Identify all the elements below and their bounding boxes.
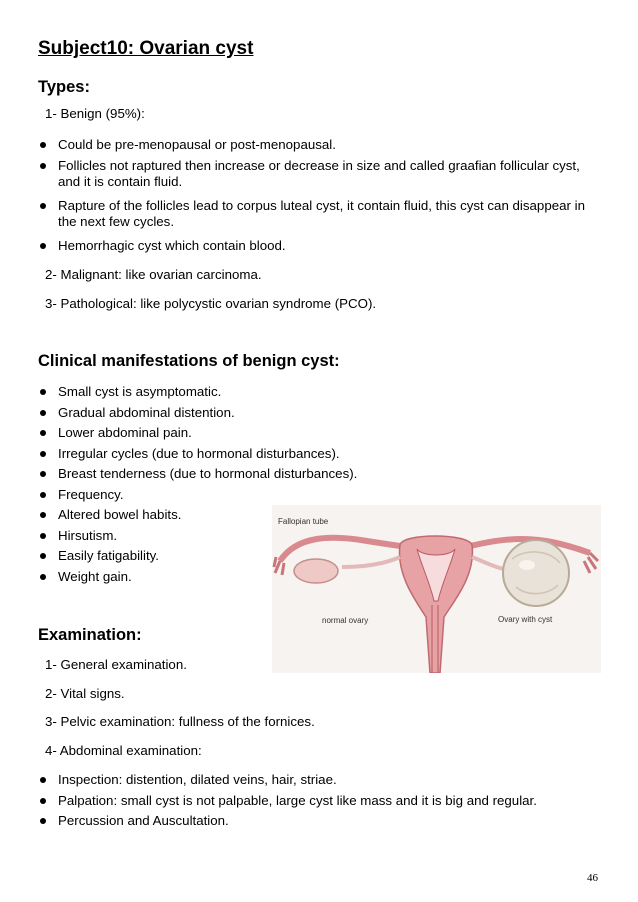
list-item: Palpation: small cyst is not palpable, large cyst like mass and it is big and regular. (40, 793, 600, 809)
list-item: Gradual abdominal distention. (40, 405, 600, 421)
bullet-icon (40, 389, 46, 395)
list-item: Altered bowel habits. (40, 507, 260, 523)
page-number: 46 (587, 872, 598, 884)
pathological-label: 3- Pathological: like polycystic ovarian syndrome (PCO). (45, 296, 377, 311)
list-item: Hirsutism. (40, 528, 260, 544)
exam-item: 1- General examination. (45, 657, 187, 672)
bullet-icon (40, 163, 46, 169)
bullet-icon (40, 451, 46, 457)
fallopian-tube-label: Fallopian tube (278, 517, 329, 526)
list-item: Rapture of the follicles lead to corpus luteal cyst, it contain fluid, this cyst can disappear in the next few cycles. (40, 198, 600, 232)
bullet-icon (40, 203, 46, 209)
bullet-icon (40, 410, 46, 416)
bullet-icon (40, 553, 46, 559)
bullet-icon (40, 492, 46, 498)
bullet-icon (40, 142, 46, 148)
types-heading: Types: (38, 78, 90, 96)
exam-item: 4- Abdominal examination: (45, 743, 202, 758)
bullet-icon (40, 533, 46, 539)
bullet-icon (40, 777, 46, 783)
list-item: Percussion and Auscultation. (40, 813, 600, 829)
bullet-icon (40, 512, 46, 518)
bullet-icon (40, 798, 46, 804)
bullet-icon (40, 574, 46, 580)
list-item: Frequency. (40, 487, 600, 503)
list-item: Weight gain. (40, 569, 260, 585)
uterus-ovarian-cyst-figure (272, 505, 601, 673)
bullet-icon (40, 243, 46, 249)
list-item: Easily fatigability. (40, 548, 260, 564)
page-title: Subject10: Ovarian cyst (38, 38, 254, 59)
bullet-icon (40, 818, 46, 824)
list-item: Follicles not raptured then increase or decrease in size and called graafian follicular cyst, and it is contain fluid. (40, 158, 600, 192)
exam-item: 3- Pelvic examination: fullness of the fornices. (45, 714, 315, 729)
list-item: Breast tenderness (due to hormonal disturbances). (40, 466, 600, 482)
clinical-heading: Clinical manifestations of benign cyst: (38, 352, 340, 370)
bullet-icon (40, 471, 46, 477)
list-item: Hemorrhagic cyst which contain blood. (40, 238, 600, 254)
list-item: Inspection: distention, dilated veins, hair, striae. (40, 772, 600, 788)
uterus-illustration (272, 505, 601, 673)
list-item: Irregular cycles (due to hormonal disturbances). (40, 446, 600, 462)
normal-ovary-label: normal ovary (322, 616, 369, 625)
ovary-with-cyst-label: Ovary with cyst (498, 615, 553, 624)
exam-item: 2- Vital signs. (45, 686, 125, 701)
examination-heading: Examination: (38, 626, 142, 644)
list-item: Small cyst is asymptomatic. (40, 384, 600, 400)
benign-label: 1- Benign (95%): (45, 106, 145, 121)
malignant-label: 2- Malignant: like ovarian carcinoma. (45, 267, 262, 282)
list-item: Could be pre-menopausal or post-menopausal. (40, 137, 600, 153)
list-item: Lower abdominal pain. (40, 425, 600, 441)
bullet-icon (40, 430, 46, 436)
